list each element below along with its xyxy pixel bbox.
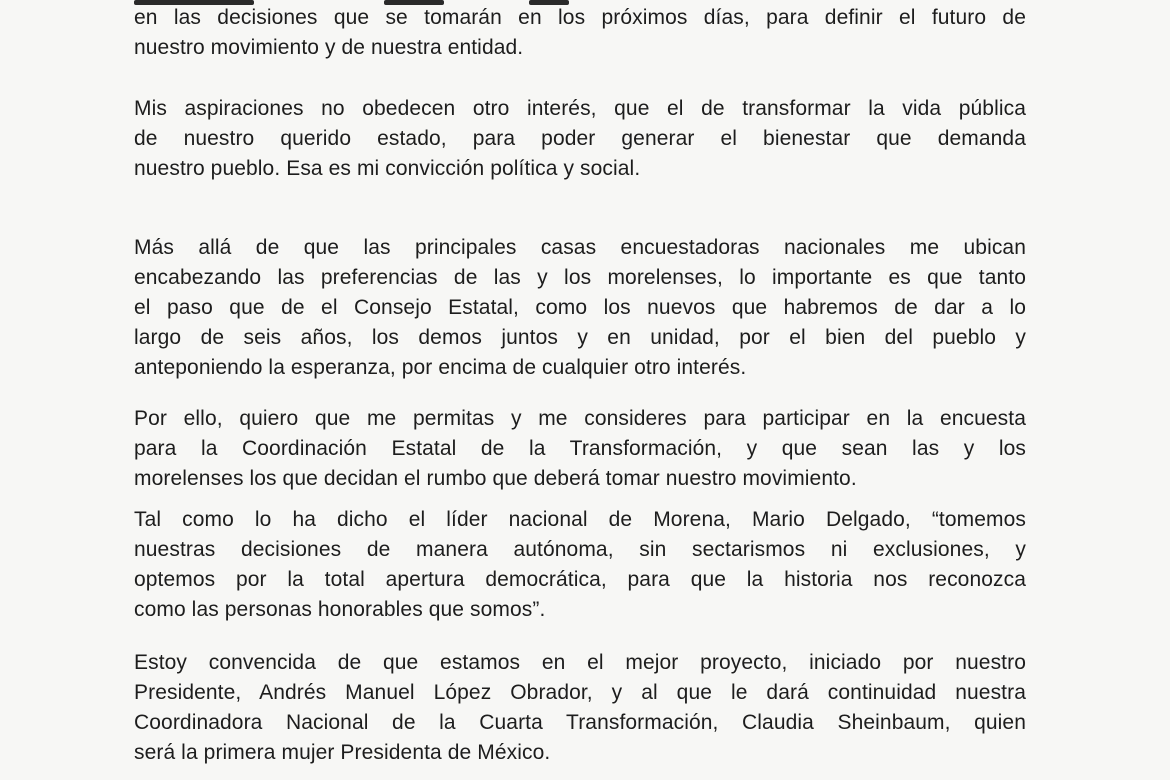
- text-line: morelenses los que decidan el rumbo que deberá tomar nuestro movimiento.: [134, 467, 857, 490]
- text-line: encabezando las preferencias de las y los morelenses, lo importante es que tanto: [134, 266, 1026, 289]
- text-line: en las decisiones que se tomarán en los próximos días, para definir el futuro de: [134, 6, 1026, 29]
- text-line: como las personas honorables que somos”.: [134, 598, 546, 621]
- paragraph-4: [134, 404, 1026, 494]
- text-line: nuestras decisiones de manera autónoma, sin sectarismos ni exclusiones, y: [134, 538, 1026, 561]
- paragraph-3: [134, 233, 1026, 383]
- text-line: Coordinadora Nacional de la Cuarta Transformación, Claudia Sheinbaum, quien: [134, 711, 1026, 734]
- text-line: será la primera mujer Presidenta de México.: [134, 741, 551, 764]
- text-line: el paso que de el Consejo Estatal, como los nuevos que habremos de dar a lo: [134, 296, 1026, 319]
- text-line: para la Coordinación Estatal de la Transformación, y que sean las y los: [134, 437, 1026, 460]
- text-line: optemos por la total apertura democrática, para que la historia nos reconozca: [134, 568, 1026, 591]
- text-line: Estoy convencida de que estamos en el mejor proyecto, iniciado por nuestro: [134, 651, 1026, 674]
- text-line: Presidente, Andrés Manuel López Obrador, y al que le dará continuidad nuestra: [134, 681, 1026, 704]
- paragraph-2: [134, 94, 1026, 184]
- text-line: nuestro movimiento y de nuestra entidad.: [134, 36, 524, 59]
- text-line: Tal como lo ha dicho el líder nacional de Morena, Mario Delgado, “tomemos: [134, 508, 1026, 531]
- paragraph-1: [134, 3, 1026, 63]
- text-line: largo de seis años, los demos juntos y en unidad, por el bien del pueblo y: [134, 326, 1026, 349]
- text-line: Más allá de que las principales casas encuestadoras nacionales me ubican: [134, 236, 1026, 259]
- text-line: Por ello, quiero que me permitas y me consideres para participar en la encuesta: [134, 407, 1026, 430]
- paragraph-6: [134, 648, 1026, 768]
- text-line: Mis aspiraciones no obedecen otro interés, que el de transformar la vida pública: [134, 97, 1026, 120]
- text-line: anteponiendo la esperanza, por encima de cualquier otro interés.: [134, 356, 747, 379]
- text-line: nuestro pueblo. Esa es mi convicción política y social.: [134, 157, 641, 180]
- paragraph-5: [134, 505, 1026, 625]
- text-line: de nuestro querido estado, para poder generar el bienestar que demanda: [134, 127, 1026, 150]
